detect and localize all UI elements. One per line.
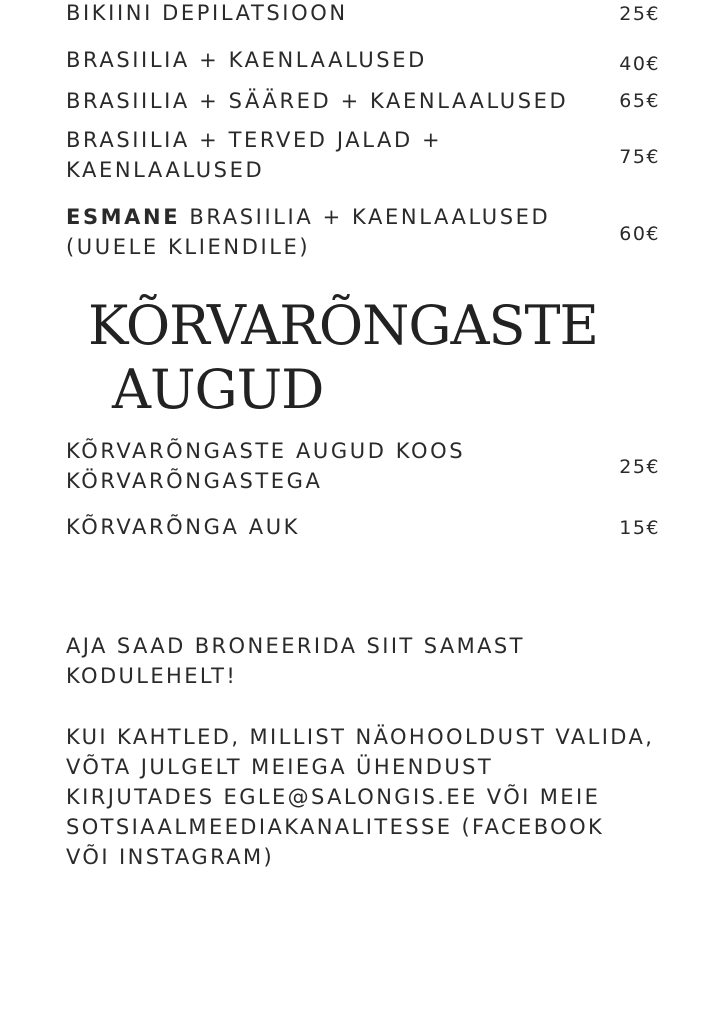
service-esmane-brasiilia <box>66 202 550 262</box>
contact-paragraph <box>66 722 654 872</box>
contact-line1: KUI KAHTLED, MILLIST NÄOHOOLDUST VALIDA, <box>66 725 655 749</box>
service-label-line1 <box>66 202 550 232</box>
service-korvarongaste-augud <box>66 436 465 496</box>
contact-line5: VÕI INSTAGRAM) <box>66 845 275 869</box>
price-brasiilia-terved-jalad: 75€ <box>619 146 660 168</box>
contact-line2: VÕTA JULGELT MEIEGA ÜHENDUST <box>66 755 494 779</box>
section-heading-line2: AUGUD <box>112 358 324 421</box>
booking-line1: AJA SAAD BRONEERIDA SIIT SAMAST <box>66 634 525 658</box>
service-label: BRASIILIA + KAENLAALUSED <box>66 48 427 72</box>
esmane-badge: ESMANE <box>66 205 181 229</box>
service-label-line1: KÕRVARÕNGASTE AUGUD KOOS <box>66 439 466 463</box>
service-label-line2: KAENLAALUSED <box>66 158 265 182</box>
price-brasiilia-saared-kaenlaalused: 65€ <box>619 90 660 112</box>
service-label: BRASIILIA + SÄÄRED + KAENLAALUSED <box>66 89 569 113</box>
price-korvaronga-auk: 15€ <box>619 517 660 539</box>
section-heading-line1: KÕRVARÕNGASTE <box>88 294 598 357</box>
price-brasiilia-kaenlaalused: 40€ <box>619 53 660 75</box>
service-label-line1: BRASIILIA + TERVED JALAD + <box>66 128 443 152</box>
service-label: BIKIINI DEPILATSIOON <box>66 1 348 25</box>
service-label-line2: (UUELE KLIENDILE) <box>66 235 311 259</box>
service-label-text: BRASIILIA + KAENLAALUSED <box>189 205 551 229</box>
service-brasiilia-kaenlaalused <box>66 45 427 75</box>
booking-paragraph <box>66 631 525 691</box>
service-bikini <box>66 0 348 28</box>
booking-line2: KODULEHELT! <box>66 664 238 688</box>
service-korvaronga-auk <box>66 512 300 542</box>
price-esmane-brasiilia: 60€ <box>619 223 660 245</box>
price-bikini: 25€ <box>619 3 660 25</box>
service-brasiilia-saared-kaenlaalused <box>66 86 568 116</box>
service-label-line2: KÖRVARÕNGASTEGA <box>66 469 323 493</box>
contact-line4: SOTSIAALMEEDIAKANALITESSE (FACEBOOK <box>66 815 605 839</box>
service-brasiilia-terved-jalad <box>66 125 442 185</box>
price-korvarongaste-augud: 25€ <box>619 456 660 478</box>
service-label: KÕRVARÕNGA AUK <box>66 515 301 539</box>
contact-line3: KIRJUTADES EGLE@SALONGIS.EE VÕI MEIE <box>66 785 601 809</box>
